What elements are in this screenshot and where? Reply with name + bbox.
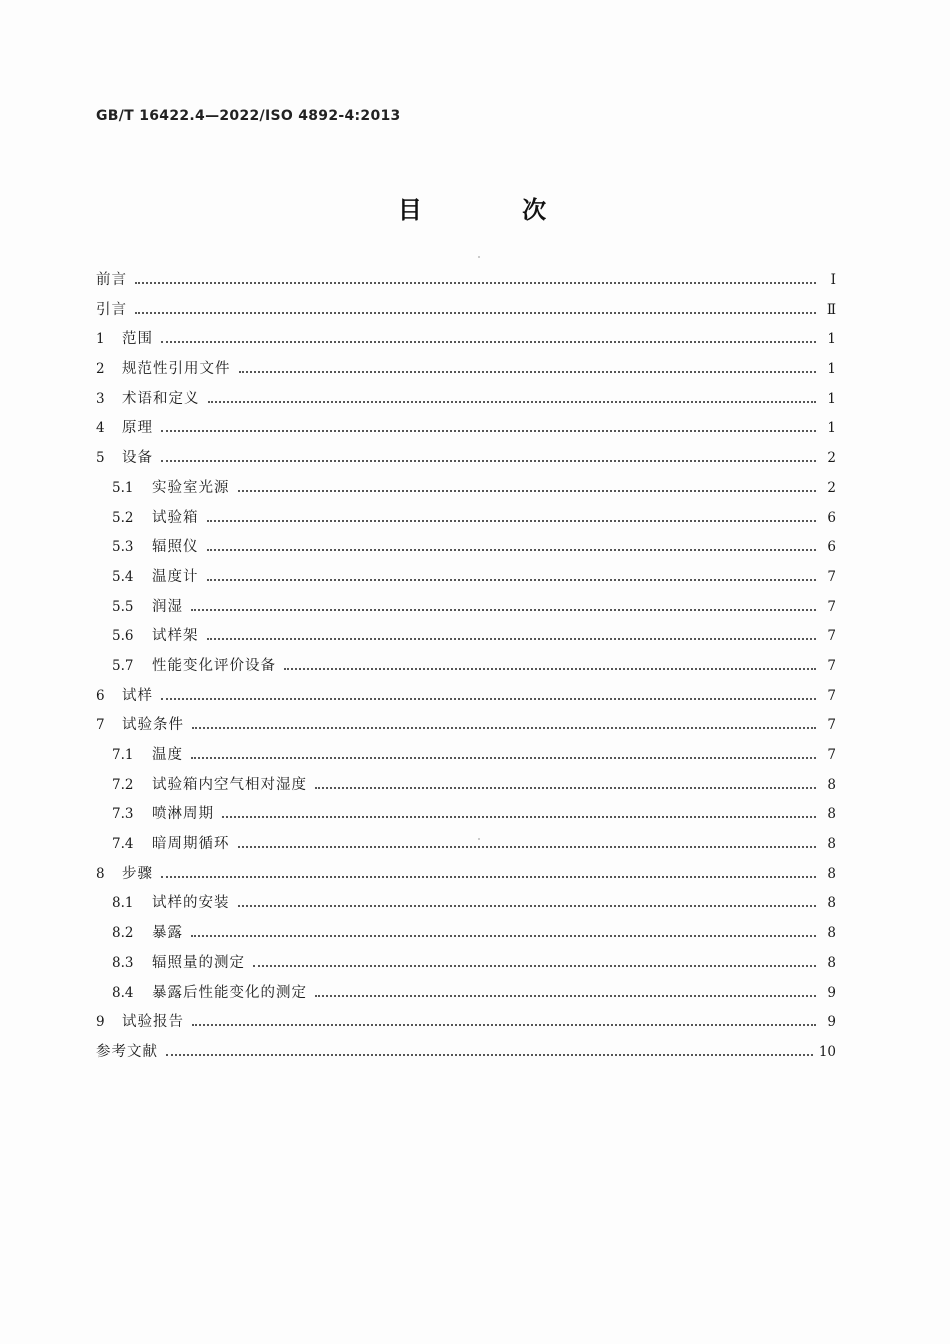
dot-leader [161,429,816,432]
toc-entry[interactable] [96,713,836,743]
dot-leader [161,459,816,462]
toc-entry-number: 8 [96,865,105,882]
toc-entry-label: 润湿 [152,598,183,615]
toc-entry-page-number: 10 [818,1043,836,1060]
toc-entry-page-number: 8 [827,806,836,823]
toc-entry-number: 7.4 [112,836,134,853]
toc-entry-number: 3 [96,390,105,407]
toc-entry[interactable] [96,743,836,773]
toc-entry-number: 8.4 [112,984,134,1001]
dot-leader [238,845,817,848]
toc-entry[interactable] [96,327,836,357]
toc-entry[interactable] [96,476,836,506]
toc-entry-label: 暴露 [152,925,183,942]
dot-leader [315,994,816,997]
toc-entry-number: 5 [96,450,105,467]
toc-entry-number: 8.2 [112,925,134,942]
toc-entry[interactable] [96,654,836,684]
toc-entry-page-number: 9 [827,984,836,1001]
toc-entry-number: 7.1 [112,747,134,763]
dot-leader [161,340,816,343]
toc-entry-page-number: 8 [827,895,836,912]
toc-entry-label: 试验报告 [122,1014,184,1031]
toc-entry-number: 5.3 [112,539,134,556]
toc-entry-page-number: 2 [827,479,836,496]
dot-leader [208,400,817,403]
toc-entry[interactable] [96,862,836,892]
scan-speck [478,838,480,840]
toc-entry-label: 实验室光源 [152,479,230,496]
toc-entry-label: 规范性引用文件 [122,361,231,378]
toc-entry-label: 试样架 [152,628,199,645]
toc-entry-number: 1 [96,331,105,348]
toc-entry-number: 7.3 [112,806,134,823]
toc-entry-label: 试验箱 [152,509,199,526]
dot-leader [192,1023,816,1026]
dot-leader [135,311,816,314]
toc-entry-page-number: 8 [827,954,836,971]
toc-entry-number: 8.3 [112,954,134,971]
toc-entry-label: 试样的安装 [152,895,230,912]
toc-entry-page-number: 7 [827,747,836,763]
toc-entry-label: 引言 [96,301,127,318]
toc-entry[interactable] [96,981,836,1011]
dot-leader [191,934,816,937]
toc-entry-label: 温度 [152,747,183,763]
dot-leader [207,637,817,640]
toc-title: 目 次 [397,196,593,224]
toc-entry-label: 试样 [122,687,153,704]
toc-entry-label: 辐照量的测定 [152,954,245,971]
dot-leader [207,548,817,551]
table-of-contents [96,268,836,1070]
dot-leader [222,815,816,818]
toc-entry-label: 前言 [96,272,127,288]
toc-entry-page-number: 8 [827,776,836,793]
toc-entry-label: 暴露后性能变化的测定 [152,984,307,1001]
toc-entry-page-number: 7 [827,717,836,734]
dot-leader [191,608,816,611]
toc-entry-number: 5.5 [112,598,134,615]
toc-entry-page-number: 7 [827,568,836,585]
dot-leader [239,370,817,373]
toc-entry[interactable] [96,832,836,862]
toc-entry-number: 5.7 [112,657,134,674]
toc-entry[interactable] [96,565,836,595]
toc-entry-page-number: 1 [827,390,836,407]
toc-entry-label: 术语和定义 [122,390,200,407]
toc-entry[interactable] [96,535,836,565]
dot-leader [238,489,817,492]
toc-entry-label: 性能变化评价设备 [152,657,276,674]
toc-entry-page-number: 7 [827,628,836,645]
toc-entry[interactable] [96,1010,836,1040]
toc-entry-page-number: 7 [827,657,836,674]
toc-entry-number: 5.2 [112,509,134,526]
toc-entry-number: 2 [96,361,105,378]
toc-entry-page-number: 8 [827,925,836,942]
toc-entry[interactable] [96,1040,836,1070]
toc-entry-page-number: 1 [827,361,836,378]
toc-entry-label: 原理 [122,420,153,437]
toc-entry-label: 设备 [122,450,153,467]
toc-entry-page-number: 7 [827,687,836,704]
toc-entry-page-number: 8 [827,836,836,853]
toc-entry-page-number: 7 [827,598,836,615]
dot-leader [315,786,816,789]
toc-entry[interactable] [96,298,836,328]
toc-entry-label: 暗周期循环 [152,836,230,853]
dot-leader [253,964,816,967]
toc-entry-label: 喷淋周期 [152,806,214,823]
toc-entry-number: 5.1 [112,479,134,496]
toc-entry-number: 7.2 [112,776,134,793]
toc-entry[interactable] [96,506,836,536]
toc-entry[interactable] [96,921,836,951]
dot-leader [191,756,816,759]
toc-entry-number: 8.1 [112,895,134,912]
toc-entry-page-number: 8 [827,865,836,882]
dot-leader [166,1053,813,1056]
toc-entry[interactable] [96,951,836,981]
toc-entry-label: 温度计 [152,568,199,585]
toc-entry-label: 试验条件 [122,717,184,734]
toc-entry[interactable] [96,387,836,417]
toc-entry[interactable] [96,802,836,832]
dot-leader [135,281,816,284]
toc-entry[interactable] [96,268,836,298]
toc-entry-page-number: 6 [827,539,836,556]
toc-entry-label: 范围 [122,331,153,348]
toc-entry-label: 参考文献 [96,1043,158,1060]
toc-entry[interactable] [96,357,836,387]
dot-leader [238,904,817,907]
dot-leader [161,875,816,878]
toc-entry[interactable] [96,684,836,714]
toc-entry[interactable] [96,773,836,803]
toc-entry-number: 5.4 [112,568,134,585]
toc-entry[interactable] [96,624,836,654]
toc-entry[interactable] [96,446,836,476]
toc-entry-page-number: 1 [827,420,836,437]
toc-entry-number: 9 [96,1014,105,1031]
toc-entry-page-number: Ⅰ [830,272,836,288]
dot-leader [192,726,816,729]
toc-entry-label: 步骤 [122,865,153,882]
toc-entry[interactable] [96,416,836,446]
scan-speck [478,256,480,258]
toc-entry-page-number: Ⅱ [826,301,836,318]
dot-leader [161,697,816,700]
toc-entry-label: 试验箱内空气相对湿度 [152,776,307,793]
toc-entry-number: 6 [96,687,105,704]
toc-entry-page-number: 2 [827,450,836,467]
standard-code-header: GB/T 16422.4—2022/ISO 4892-4:2013 [96,108,401,124]
toc-entry-page-number: 1 [827,331,836,348]
toc-entry-page-number: 6 [827,509,836,526]
dot-leader [284,667,816,670]
toc-entry-number: 7 [96,717,105,734]
dot-leader [207,578,817,581]
toc-entry-number: 5.6 [112,628,134,645]
toc-entry[interactable] [96,891,836,921]
toc-entry-number: 4 [96,420,105,437]
toc-entry[interactable] [96,595,836,625]
toc-entry-label: 辐照仪 [152,539,199,556]
dot-leader [207,519,817,522]
toc-entry-page-number: 9 [827,1014,836,1031]
